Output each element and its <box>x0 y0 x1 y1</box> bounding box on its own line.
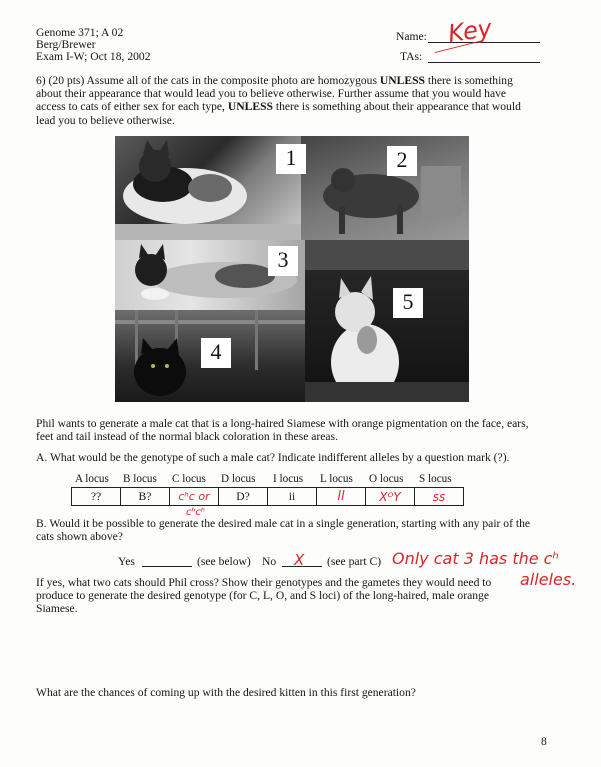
no-mark: X <box>294 551 305 569</box>
genotype-cell-b[interactable]: B? <box>121 488 170 506</box>
handwritten-answer-line2: alleles. <box>520 570 577 589</box>
locus-header-i: I locus <box>273 473 304 485</box>
photo-label-2: 2 <box>387 146 417 176</box>
goal-statement: Phil wants to generate a male cat that is a long-haired Siamese with orange pigmentation on the face, ears, feet and tail instead of the normal black coloration in these areas. <box>36 417 529 444</box>
no-label: No <box>262 555 277 568</box>
yes-note: (see below) <box>197 555 251 568</box>
locus-header-c: C locus <box>172 473 206 485</box>
part-a-prompt: A. What would be the genotype of such a male cat? Indicate indifferent alleles by a question mark (?). <box>36 451 510 464</box>
instructors-line: Berg/Brewer <box>36 38 96 51</box>
page-number: 8 <box>541 735 547 748</box>
photo-label-4: 4 <box>201 338 231 368</box>
photo-label-1: 1 <box>276 144 306 174</box>
name-handwritten: Key <box>446 14 494 48</box>
chances-prompt: What are the chances of coming up with the desired kitten in this first generation? <box>36 686 416 699</box>
genotype-cell-c[interactable]: cʰc or <box>170 488 219 506</box>
genotype-cell-s[interactable]: ss <box>415 488 464 506</box>
cat-photo-1 <box>115 136 301 240</box>
exam-line: Exam I-W; Oct 18, 2002 <box>36 50 151 63</box>
cat-photo-5 <box>305 270 469 402</box>
photo-label-5: 5 <box>393 288 423 318</box>
genotype-cell-l[interactable]: ll <box>317 488 366 506</box>
course-line: Genome 371; A 02 <box>36 26 124 39</box>
genotype-cell-d[interactable]: D? <box>219 488 268 506</box>
locus-header-d: D locus <box>221 473 256 485</box>
question-intro: 6) (20 pts) Assume all of the cats in the composite photo are homozygous UNLESS there is something about their appearance that would lead you to believe otherwise. Further assume that you would have access to cats of either sex for each type, UNLESS there is something about their appearance that would lead you to believe otherwise. <box>36 74 521 127</box>
genotype-table <box>71 487 464 506</box>
no-note: (see part C) <box>327 555 382 568</box>
handwritten-answer-line1: Only cat 3 has the cʰ <box>392 549 559 568</box>
composite-photo <box>115 136 469 402</box>
name-label: Name: <box>396 30 427 43</box>
cat-photo-2 <box>301 136 469 240</box>
tas-line[interactable] <box>428 62 540 63</box>
genotype-cell-a[interactable]: ?? <box>72 488 121 506</box>
genotype-cell-i[interactable]: ii <box>268 488 317 506</box>
photo-filler-top-right <box>305 240 469 270</box>
yes-blank[interactable] <box>142 566 192 567</box>
c-locus-alt-note: cʰcʰ <box>186 507 205 518</box>
genotype-cell-o[interactable]: XᴼY <box>366 488 415 506</box>
locus-header-a: A locus <box>75 473 109 485</box>
part-b-prompt: B. Would it be possible to generate the desired male cat in a single generation, starting with any pair of the cats shown above? <box>36 517 531 544</box>
yes-label: Yes <box>118 555 135 568</box>
if-yes-prompt: If yes, what two cats should Phil cross? Show their genotypes and the gametes they would need to produce to generate the desired genotype (for C, L, O, and S loci) of the long-haired, male orange Siamese. <box>36 576 492 616</box>
tas-label: TAs: <box>400 50 423 63</box>
locus-header-s: S locus <box>419 473 452 485</box>
locus-header-b: B locus <box>123 473 157 485</box>
locus-header-l: L locus <box>320 473 353 485</box>
loci-header-row <box>0 473 601 487</box>
locus-header-o: O locus <box>369 473 404 485</box>
photo-label-3: 3 <box>268 246 298 276</box>
